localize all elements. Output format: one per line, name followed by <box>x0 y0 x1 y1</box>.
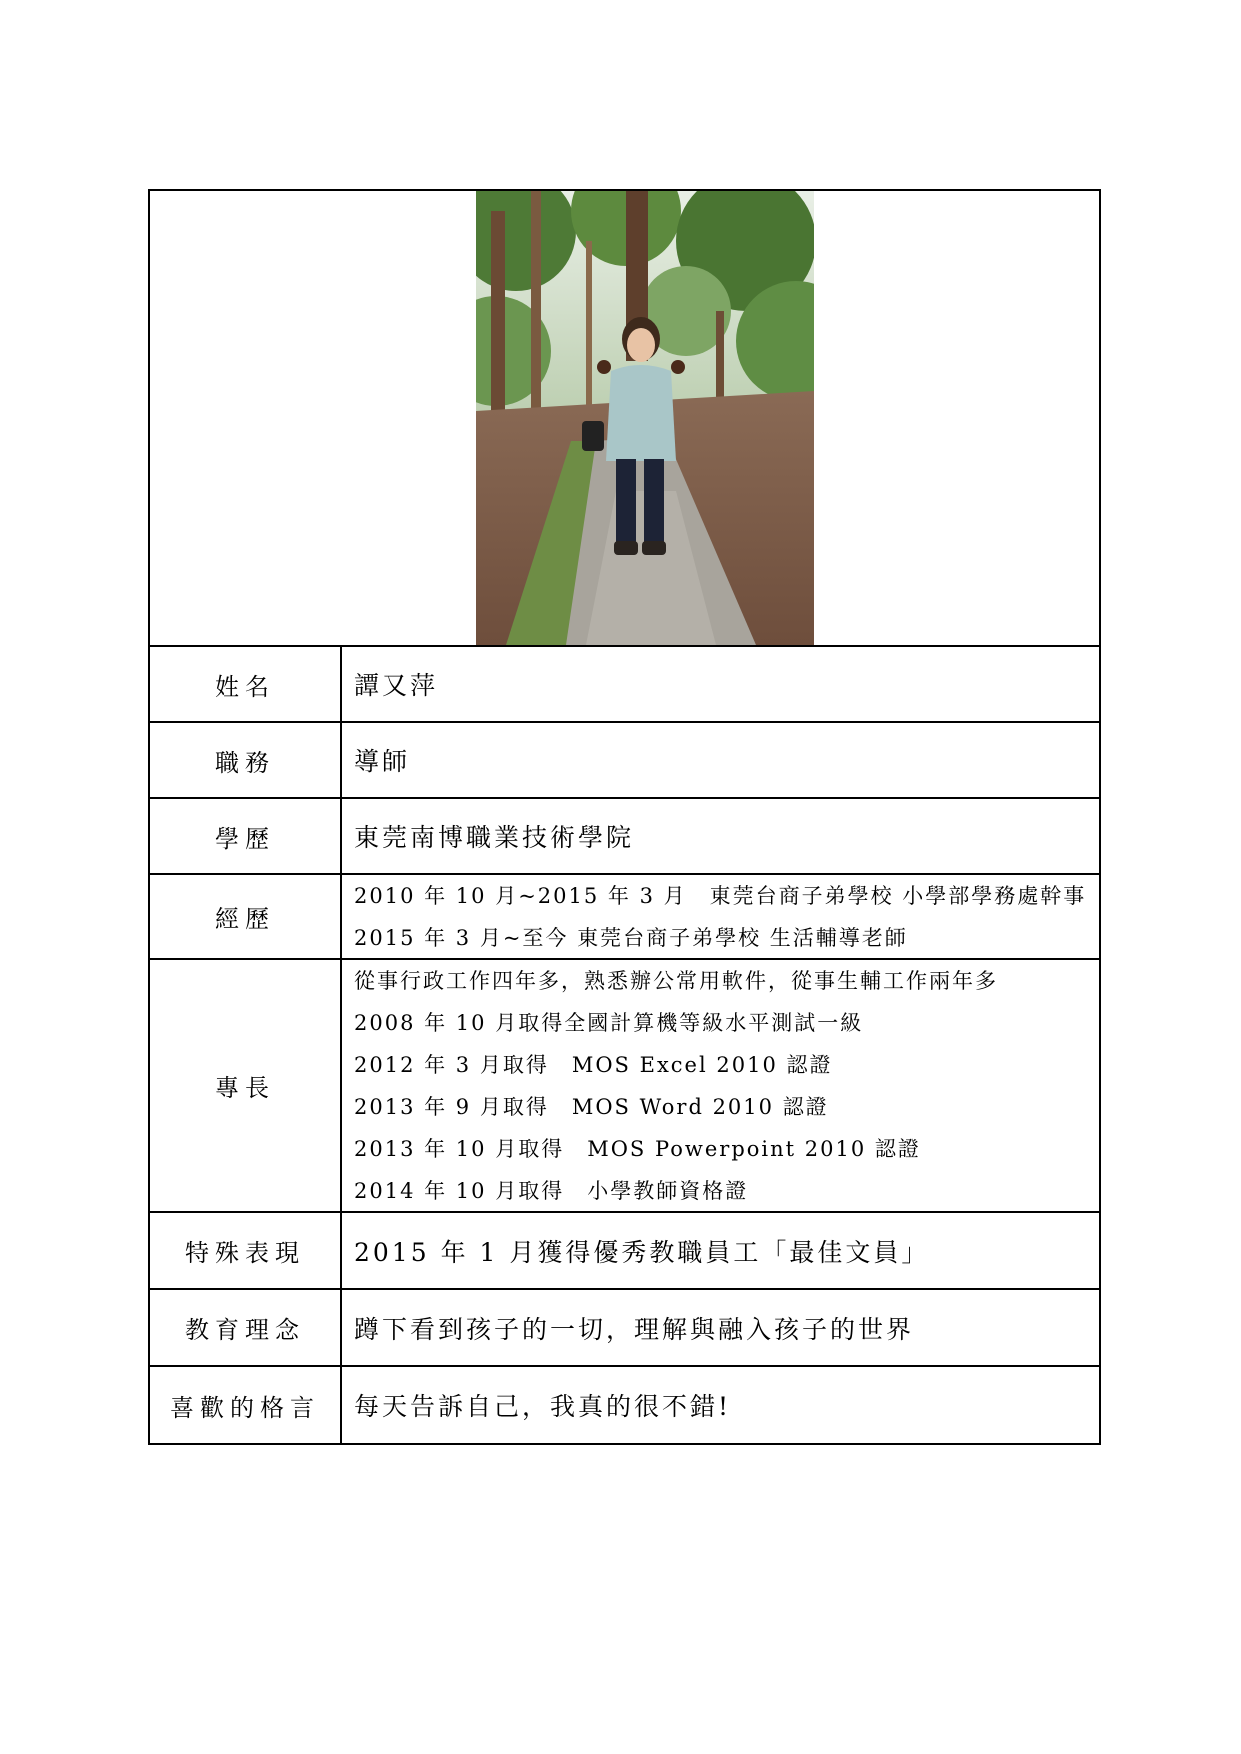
achievement-label: 特殊表現 <box>150 1213 342 1288</box>
skills-line: 2012 年 3 月取得 MOS Excel 2010 認證 <box>354 1052 833 1077</box>
skills-cell <box>342 960 1099 1211</box>
name-label: 姓名 <box>150 647 342 721</box>
skills-line: 2013 年 10 月取得 MOS Powerpoint 2010 認證 <box>354 1136 921 1161</box>
profile-table <box>148 189 1101 1445</box>
skills-label: 專長 <box>150 960 342 1211</box>
motto-value: 每天告訴自己，我真的很不錯! <box>354 1392 732 1421</box>
achievement-value: 2015 年 1 月獲得優秀教職員工「最佳文員」 <box>354 1237 930 1267</box>
skills-line: 2008 年 10 月取得全國計算機等級水平測試一級 <box>354 1010 864 1035</box>
row-experience <box>150 875 1099 960</box>
name-cell <box>342 647 1099 721</box>
name-value: 譚又萍 <box>354 671 439 700</box>
education-label: 學歷 <box>150 799 342 873</box>
experience-cell <box>342 875 1099 958</box>
experience-label: 經歷 <box>150 875 342 958</box>
position-value: 導師 <box>354 747 411 776</box>
education-cell <box>342 799 1099 873</box>
skills-line: 從事行政工作四年多，熟悉辦公常用軟件，從事生輔工作兩年多 <box>354 968 998 993</box>
education-value: 東莞南博職業技術學院 <box>354 823 635 852</box>
row-skills <box>150 960 1099 1213</box>
row-position <box>150 723 1099 799</box>
row-motto <box>150 1367 1099 1443</box>
motto-cell <box>342 1367 1099 1443</box>
skills-line: 2014 年 10 月取得 小學教師資格證 <box>354 1178 749 1203</box>
row-education <box>150 799 1099 875</box>
position-label: 職務 <box>150 723 342 797</box>
photo-row <box>150 191 1099 647</box>
row-name <box>150 647 1099 723</box>
row-philosophy <box>150 1290 1099 1367</box>
philosophy-value: 蹲下看到孩子的一切，理解與融入孩子的世界 <box>354 1314 915 1344</box>
philosophy-label: 教育理念 <box>150 1290 342 1365</box>
position-cell <box>342 723 1099 797</box>
row-achievement <box>150 1213 1099 1290</box>
philosophy-cell <box>342 1290 1099 1365</box>
profile-photo <box>476 191 814 645</box>
profile-photo-image <box>476 191 814 645</box>
experience-line: 2010 年 10 月~2015 年 3 月 東莞台商子弟學校 小學部學務處幹事 <box>354 883 1087 908</box>
experience-line: 2015 年 3 月~至今 東莞台商子弟學校 生活輔導老師 <box>354 925 908 950</box>
motto-label: 喜歡的格言 <box>150 1367 342 1443</box>
skills-line: 2013 年 9 月取得 MOS Word 2010 認證 <box>354 1094 829 1119</box>
achievement-cell <box>342 1213 1099 1288</box>
